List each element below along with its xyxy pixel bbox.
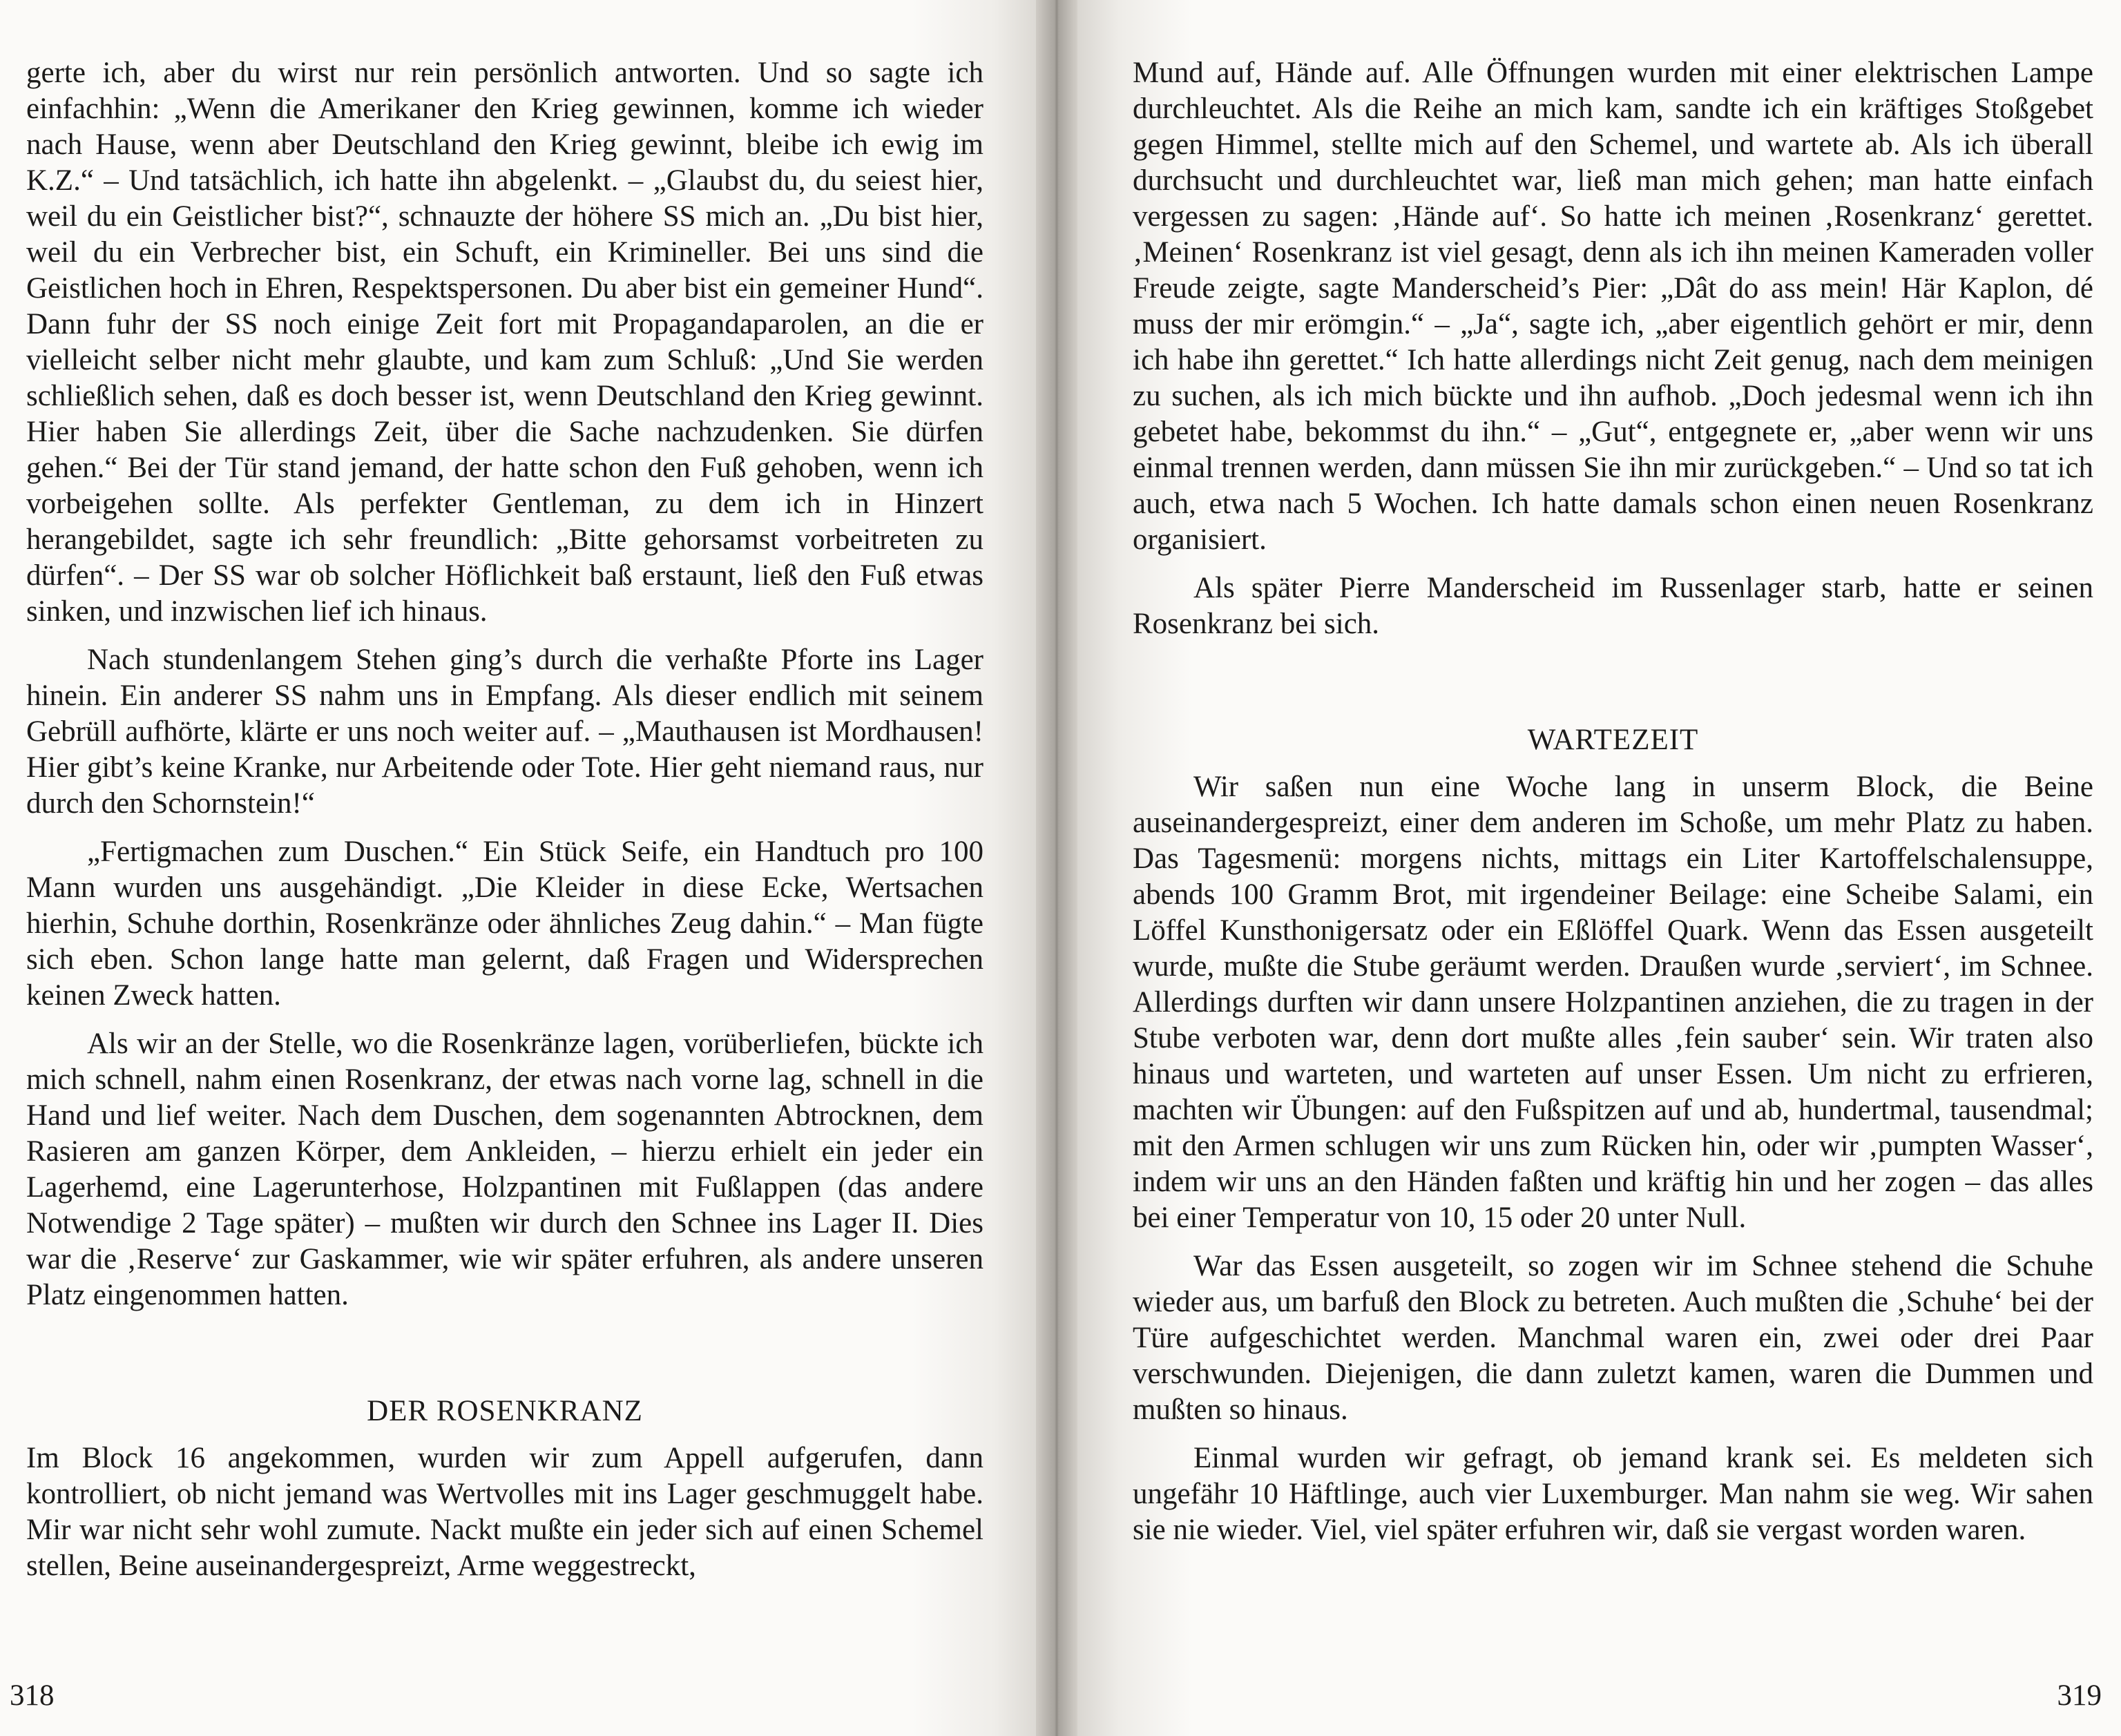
right-paragraph-1: Mund auf, Hände auf. Alle Öffnungen wurden mit einer elektrischen Lampe durchleuchtet. Als die Reihe an mich kam, sandte ich ein kräftiges Stoßgebet gegen Himmel, stellte mich auf den Schemel, und wartete ab. Als ich überall durchsucht und durchleuchtet war, ließ man mich gehen; man hatte einfach vergessen zu sagen: ‚Hände auf‘. So hatte ich meinen ‚Rosenkranz‘ gerettet. ‚Meinen‘ Rosenkranz ist viel gesagt, denn als ich ihn meinen Kameraden voller Freude zeigte, sagte Manderscheid’s Pier: „Dât do ass mein! Här Kaplon, dé muss der mir erömgin.“ – „Ja“, sagte ich, „aber eigentlich gehört er mir, denn ich habe ihn gerettet.“ Ich hatte allerdings nicht Zeit genug, nach dem meinigen zu suchen, als ich mich bückte und ihn aufhob. „Doch jedesmal wenn ich ihn gebetet habe, bekommst du ihn.“ – „Gut“, entgegnete er, „aber wenn wir uns einmal trennen werden, dann müssen Sie ihn mir zurückgeben.“ – Und so tat ich auch, etwa nach 5 Wochen. Ich hatte damals schon einen neuen Rosenkranz organisiert. <box>1133 57 2093 556</box>
page-number-left: 318 <box>10 1679 55 1712</box>
page-number-right: 319 <box>2057 1679 2102 1712</box>
right-paragraph-5: Einmal wurden wir gefragt, ob jemand krank sei. Es meldeten sich ungefähr 10 Häftlinge, auch vier Luxemburger. Man nahm sie weg. Wir sahen sie nie wieder. Viel, viel später erfuhren wir, daß sie vergast worden waren. <box>1133 1442 2093 1546</box>
right-paragraph-2: Als später Pierre Manderscheid im Russenlager starb, hatte er seinen Rosenkranz bei sich. <box>1133 572 2093 640</box>
book-gutter <box>1036 0 1077 1736</box>
left-paragraph-5: Im Block 16 angekommen, wurden wir zum Appell aufgerufen, dann kontrolliert, ob nicht jemand was Wertvolles mit ins Lager geschmuggelt habe. Mir war nicht sehr wohl zumute. Nackt mußte ein jeder sich auf einen Schemel stellen, Beine auseinandergespreizt, Arme weggestreckt, <box>26 1442 983 1582</box>
right-page <box>1077 0 2121 1736</box>
section-heading-rosenkranz: DER ROSENKRANZ <box>367 1395 643 1427</box>
left-paragraph-1: gerte ich, aber du wirst nur rein persönlich antworten. Und so sagte ich einfachhin: „Wenn die Amerikaner den Krieg gewinnen, komme ich wieder nach Hause, wenn aber Deutschland den Krieg gewinnt, bleibe ich ewig im K.Z.“ – Und tatsächlich, ich hatte ihn abgelenkt. – „Glaubst du, du seiest hier, weil du ein Geistlicher bist?“, schnauzte der höhere SS mich an. „Du bist hier, weil du ein Verbrecher bist, ein Schuft, ein Krimineller. Bei uns sind die Geistlichen hoch in Ehren, Respektspersonen. Du aber bist ein gemeiner Hund“. Dann fuhr der SS noch einige Zeit fort mit Propagandaparolen, an die er vielleicht selber nicht mehr glaubte, und kam zum Schluß: „Und Sie werden schließlich sehen, daß es doch besser ist, wenn Deutschland den Krieg gewinnt. Hier haben Sie allerdings Zeit, über die Sache nachzudenken. Sie dürfen gehen.“ Bei der Tür stand jemand, der hatte schon den Fuß gehoben, wenn ich vorbeigehen sollte. Als perfekter Gentleman, zu dem ich in Hinzert herangebildet, sagte ich sehr freundlich: „Bitte gehorsamst vorbeitreten zu dürfen“. – Der SS war ob solcher Höflichkeit baß erstaunt, ließ den Fuß etwas sinken, und inzwischen lief ich hinaus. <box>26 57 983 628</box>
right-paragraph-4: War das Essen ausgeteilt, so zogen wir im Schnee stehend die Schuhe wieder aus, um barfuß den Block zu betreten. Auch mußten die ‚Schuhe‘ bei der Türe aufgeschichtet werden. Manchmal waren ein, zwei oder drei Paar verschwunden. Diejenigen, die dann zuletzt kamen, waren die Dummen und mußten so hinaus. <box>1133 1250 2093 1426</box>
left-page <box>0 0 1036 1736</box>
left-paragraph-4: Als wir an der Stelle, wo die Rosenkränze lagen, vorüberliefen, bückte ich mich schnell, nahm einen Rosenkranz, der etwas nach vorne lag, schnell in die Hand und lief weiter. Nach dem Duschen, dem sogenannten Abtrocknen, dem Rasieren am ganzen Körper, dem Ankleiden, – hierzu erhielt ein jeder ein Lagerhemd, eine Lagerunterhose, Holzpantinen mit Fußlappen (das andere Notwendige 2 Tage später) – mußten wir durch den Schnee ins Lager II. Dies war die ‚Reserve‘ zur Gaskammer, wie wir später erfuhren, als andere unseren Platz eingenommen hatten. <box>26 1028 983 1311</box>
left-paragraph-3: „Fertigmachen zum Duschen.“ Ein Stück Seife, ein Handtuch pro 100 Mann wurden uns ausgehändigt. „Die Kleider in diese Ecke, Wertsachen hierhin, Schuhe dorthin, Rosenkränze oder ähnliches Zeug dahin.“ – Man fügte sich eben. Schon lange hatte man gelernt, daß Fragen und Widersprechen keinen Zweck hatten. <box>26 836 983 1012</box>
right-paragraph-3: Wir saßen nun eine Woche lang in unserm Block, die Beine auseinandergespreizt, einer dem anderen im Schoße, um mehr Platz zu haben. Das Tagesmenü: morgens nichts, mittags ein Liter Kartoffelschalensuppe, abends 100 Gramm Brot, mit irgendeiner Beilage: eine Scheibe Salami, ein Löffel Kunsthonigersatz oder ein Eßlöffel Quark. Wenn das Essen ausgeteilt wurde, mußte die Stube geräumt werden. Draußen wurde ‚serviert‘, im Schnee. Allerdings durften wir dann unsere Holzpantinen anziehen, die zu tragen in der Stube verboten war, denn dort mußte alles ‚fein sauber‘ sein. Wir traten also hinaus und warteten, und warteten auf unser Essen. Um nicht zu erfrieren, machten wir Übungen: auf den Fußspitzen auf und ab, hundertmal, tausendmal; mit den Armen schlugen wir uns zum Rücken hin, oder wir ‚pumpten Wasser‘, indem wir uns an den Händen faßten und kräftig hin und her zogen – das alles bei einer Temperatur von 10, 15 oder 20 unter Null. <box>1133 771 2093 1234</box>
left-paragraph-2: Nach stundenlangem Stehen ging’s durch die verhaßte Pforte ins Lager hinein. Ein anderer SS nahm uns in Empfang. Als dieser endlich mit seinem Gebrüll aufhörte, klärte er uns noch weiter auf. – „Mauthausen ist Mordhausen! Hier gibt’s keine Kranke, nur Arbeitende oder Tote. Hier geht niemand raus, nur durch den Schornstein!“ <box>26 644 983 820</box>
section-heading-wartezeit: WARTEZEIT <box>1527 724 1699 756</box>
